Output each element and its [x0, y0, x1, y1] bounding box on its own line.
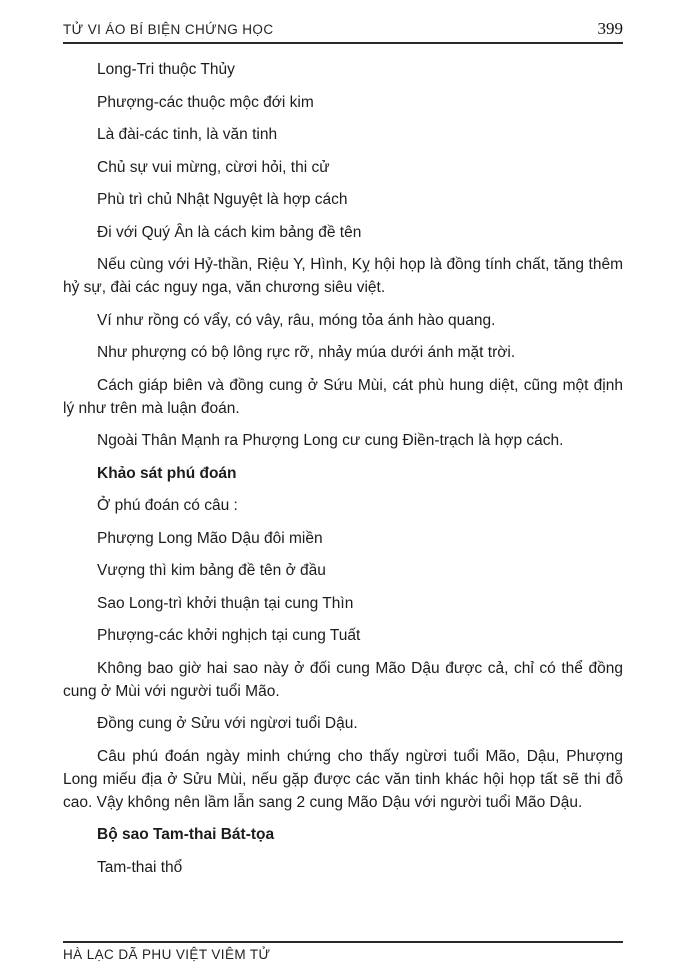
paragraph: Câu phú đoán ngày minh chứng cho thấy ngừơi tuổi Mão, Dậu, Phượng Long miếu địa ở Sửu Mùi, nếu gặp được các văn tinh khác hội họp tất sẽ thi đỗ cao. Vậy không nên lầm lẫn sang 2 cung Mão Dậu với người tuổi Mão Dậu. — [63, 747, 623, 811]
verse-line: Là đài-các tinh, là văn tinh — [97, 126, 278, 143]
paragraph: Nếu cùng với Hỷ-thần, Riệu Y, Hình, Kỵ hội họp là đồng tính chất, tăng thêm hỷ sự, đài các nguy nga, văn chương siêu việt. — [63, 256, 623, 296]
verse-line: Sao Long-trì khởi thuận tại cung Thìn — [97, 594, 354, 612]
page-header — [63, 20, 623, 44]
verse-line: Tam-thai thổ — [97, 858, 183, 876]
footer-author: HÀ LẠC DÃ PHU VIỆT VIÊM TỬ — [63, 947, 271, 962]
page-footer — [63, 941, 623, 962]
verse-line: Phượng Long Mão Dậu đôi miền — [97, 529, 323, 547]
verse-line: Phượng-các khởi nghịch tại cung Tuất — [97, 627, 361, 644]
verse-line: Phù trì chủ Nhật Nguyệt là hợp cách — [97, 191, 348, 208]
section-heading: Khảo sát phú đoán — [97, 464, 237, 482]
paragraph: Không bao giờ hai sao này ở đối cung Mão Dậu được cả, chỉ có thể đồng cung ở Mùi với người tuổi Mão. — [63, 659, 623, 700]
verse-line: Đồng cung ở Sửu với ngừơi tuổi Dậu. — [97, 715, 358, 732]
verse-line: Phượng-các thuộc mộc đới kim — [97, 93, 314, 111]
section-heading: Bộ sao Tam-thai Bát-tọa — [97, 826, 275, 843]
verse-line: Ở phú đoán có câu : — [97, 497, 238, 514]
page-number: 399 — [597, 19, 623, 38]
verse-line: Chủ sự vui mừng, cừơi hỏi, thi cử — [97, 158, 330, 176]
page-body — [63, 58, 623, 888]
verse-line: Ngoài Thân Mạnh ra Phượng Long cư cung Điền-trạch là hợp cách. — [97, 432, 564, 449]
verse-line: Như phượng có bộ lông rực rỡ, nhảy múa dưới ánh mặt trời. — [97, 344, 516, 361]
running-title: TỬ VI ÁO BÍ BIỆN CHỨNG HỌC — [63, 22, 274, 37]
verse-line: Đi với Quý Ân là cách kim bảng đề tên — [97, 223, 362, 241]
verse-line: Vượng thì kim bảng đề tên ở đầu — [97, 562, 326, 579]
verse-line: Long-Tri thuộc Thủy — [97, 61, 235, 78]
verse-line: Ví như rồng có vẩy, có vây, râu, móng tỏa ánh hào quang. — [97, 311, 496, 329]
paragraph: Cách giáp biên và đồng cung ở Sứu Mùi, cát phù hung diệt, cũng một định lý như trên mà luận đoán. — [63, 376, 623, 417]
